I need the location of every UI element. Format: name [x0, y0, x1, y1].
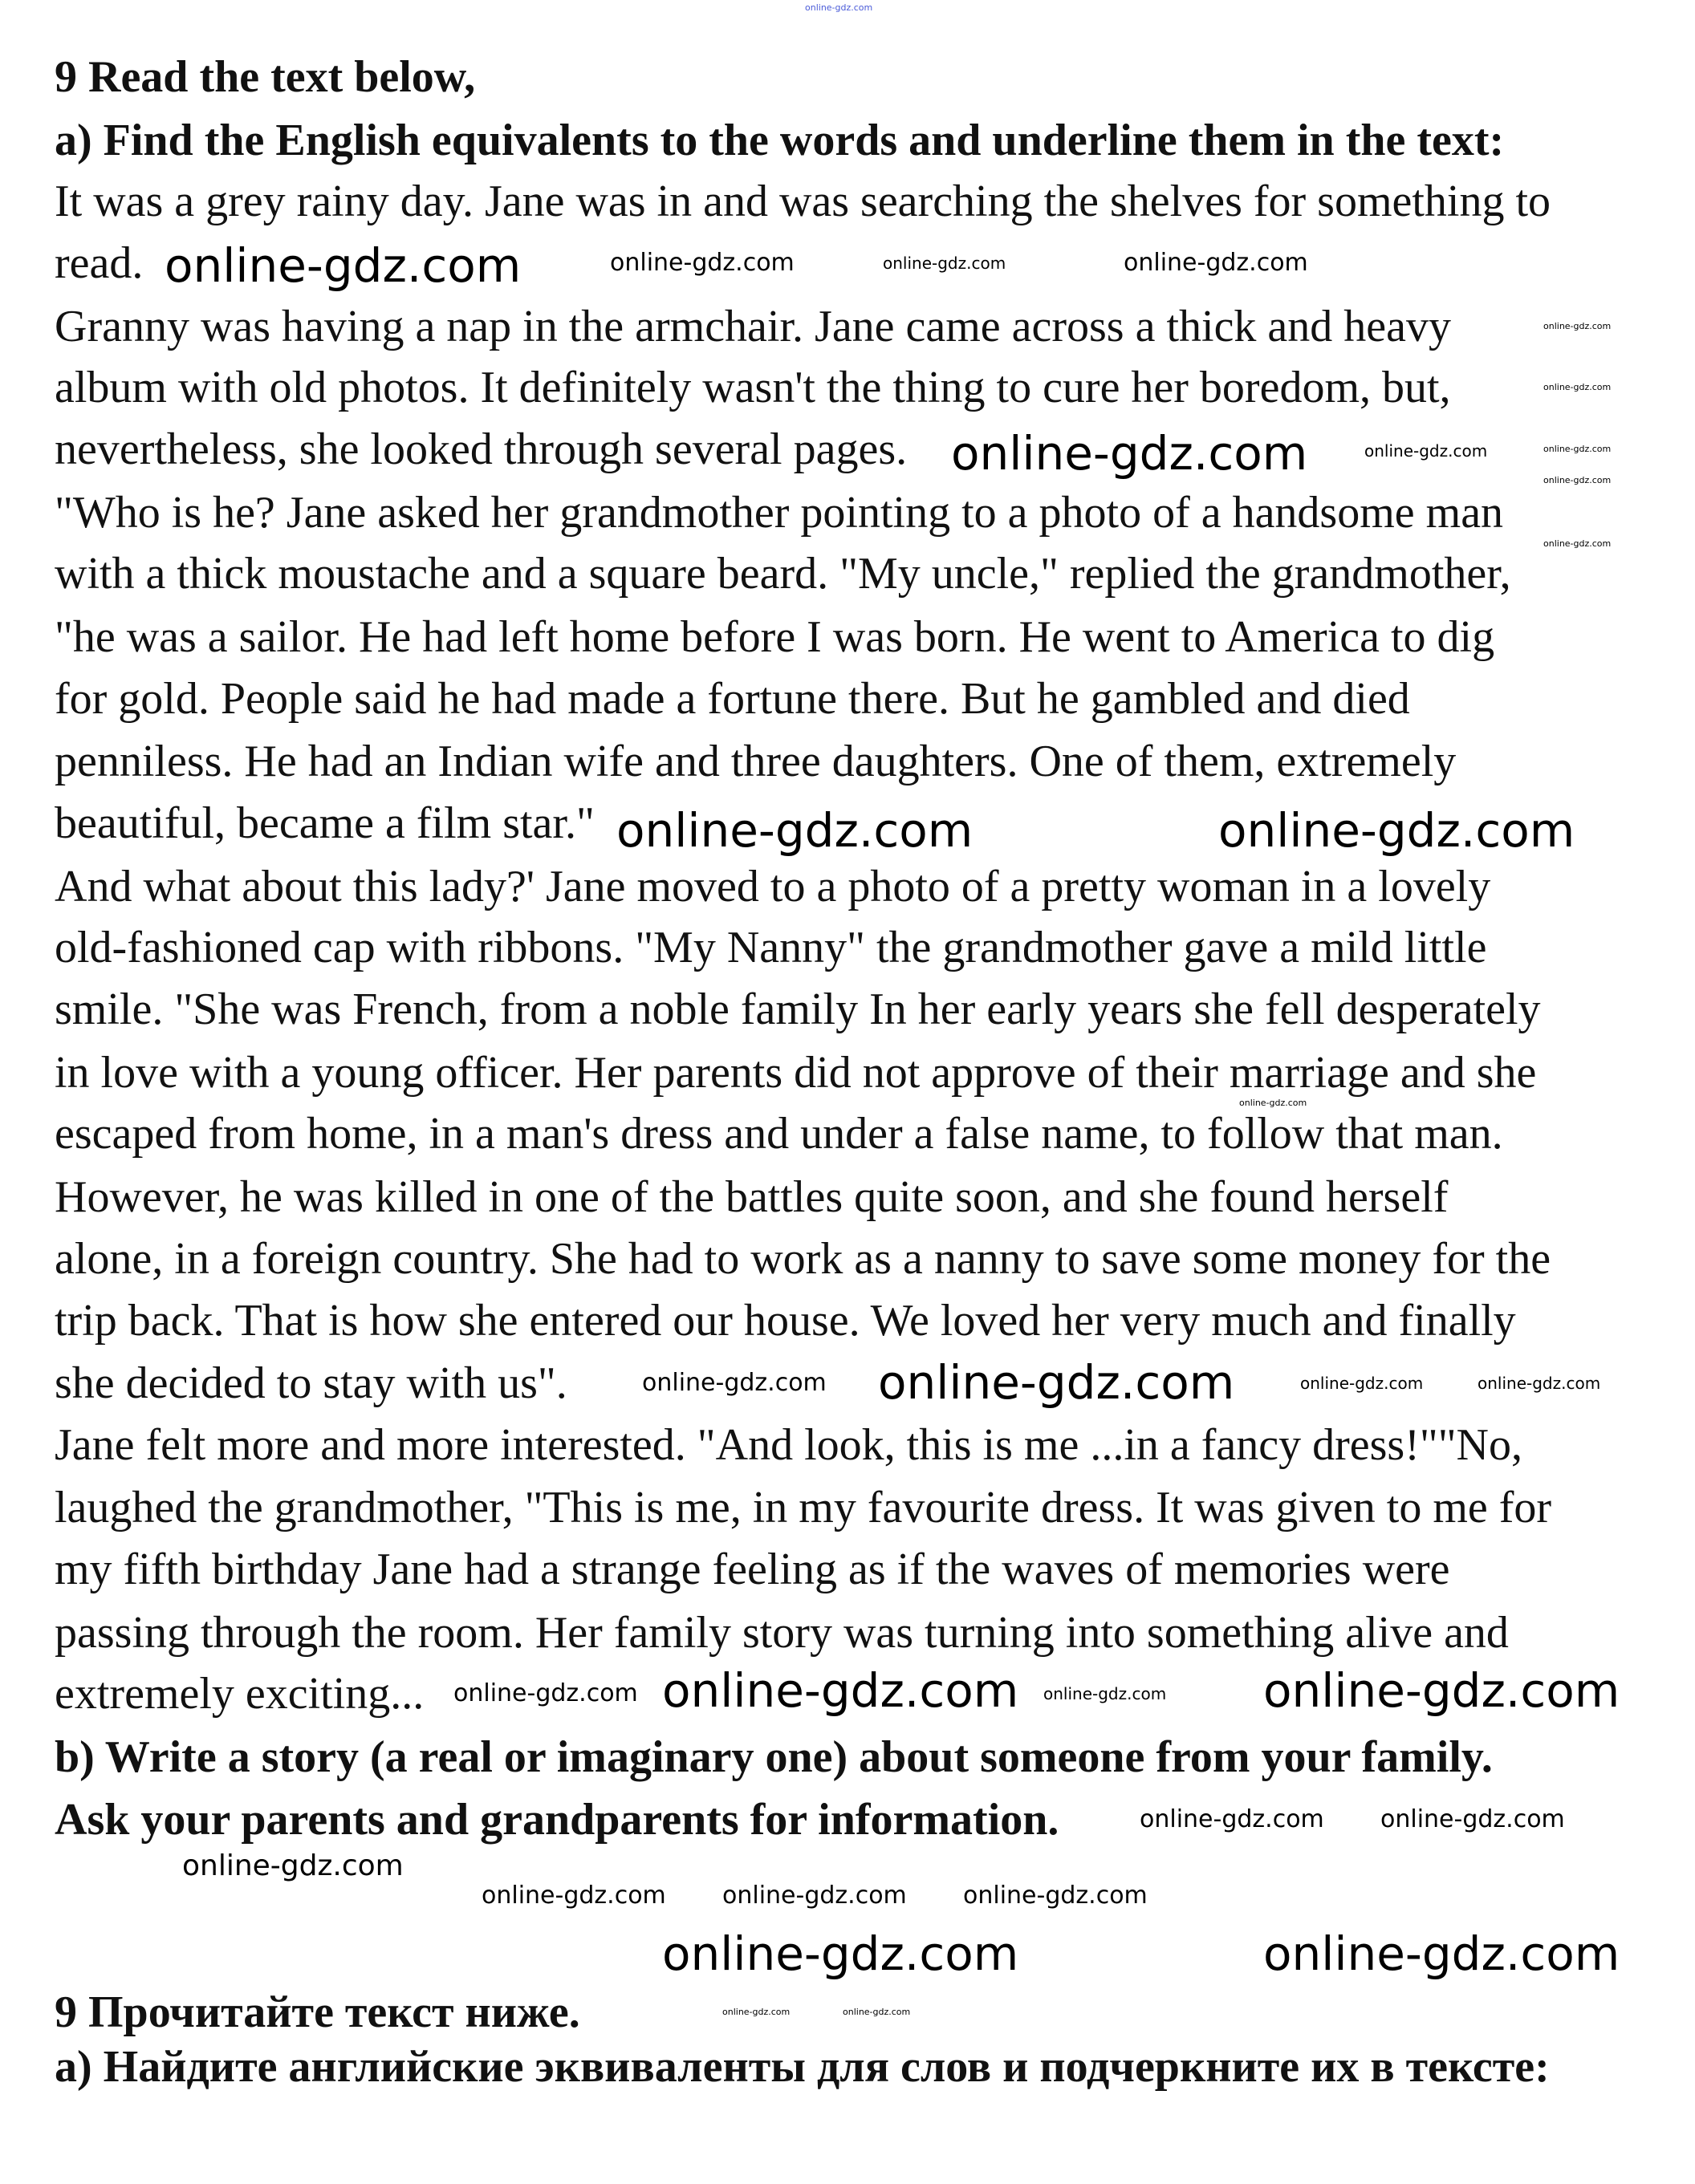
watermark: online-gdz.com	[1543, 321, 1612, 331]
watermark: online-gdz.com	[951, 426, 1308, 481]
task-b-heading: b) Write a story (a real or imaginary one) about someone from your family.	[55, 1732, 1493, 1782]
watermark: online-gdz.com	[1239, 1098, 1307, 1108]
watermark: online-gdz.com	[616, 803, 974, 858]
russian-task-a: а) Найдите английские эквиваленты для слов и подчеркните их в тексте:	[55, 2042, 1550, 2092]
task-a-heading: a) Find the English equivalents to the words and underline them in the text:	[55, 116, 1505, 165]
text-line: my fifth birthday Jane had a strange feeling as if the waves of memories were	[55, 1545, 1450, 1594]
watermark: online-gdz.com	[453, 1679, 638, 1707]
text-line: passing through the room. Her family story was turning into something alive and	[55, 1608, 1509, 1658]
text-line: escaped from home, in a man's dress and under a false name, to follow that man.	[55, 1109, 1503, 1159]
watermark: online-gdz.com	[1543, 382, 1612, 392]
watermark: online-gdz.com	[878, 1355, 1235, 1410]
watermark: online-gdz.com	[1478, 1374, 1601, 1393]
task-b-heading: Ask your parents and grandparents for information.	[55, 1795, 1059, 1845]
text-line: with a thick moustache and a square beard. "My uncle," replied the grandmother,	[55, 549, 1511, 599]
text-line: in love with a young officer. Her parents did not approve of their marriage and she	[55, 1048, 1537, 1098]
exercise-title: 9 Read the text below,	[55, 52, 476, 102]
text-line: alone, in a foreign country. She had to work as a nanny to save some money for the	[55, 1234, 1551, 1284]
watermark: online-gdz.com	[482, 1882, 666, 1910]
text-line: penniless. He had an Indian wife and three daughters. One of them, extremely	[55, 737, 1457, 786]
watermark: online-gdz.com	[610, 249, 795, 277]
watermark: online-gdz.com	[1543, 444, 1612, 454]
watermark: online-gdz.com	[662, 1663, 1019, 1718]
text-line: However, he was killed in one of the battles quite soon, and she found herself	[55, 1172, 1449, 1222]
text-line: she decided to stay with us".	[55, 1358, 567, 1408]
watermark: online-gdz.com	[805, 2, 873, 13]
text-line: And what about this lady?' Jane moved to a photo of a pretty woman in a lovely	[55, 862, 1491, 911]
text-line: smile. "She was French, from a noble family In her early years she fell desperately	[55, 984, 1541, 1034]
watermark: online-gdz.com	[883, 254, 1006, 273]
watermark: online-gdz.com	[1043, 1684, 1167, 1703]
text-line: Granny was having a nap in the armchair. Jane came across a thick and heavy	[55, 302, 1451, 351]
text-line: extremely exciting...	[55, 1669, 425, 1719]
text-line: nevertheless, she looked through several pages.	[55, 424, 908, 474]
watermark: online-gdz.com	[722, 2007, 791, 2017]
text-line: beautiful, became a film star."	[55, 798, 595, 848]
watermark: online-gdz.com	[1380, 1805, 1565, 1833]
watermark: online-gdz.com	[662, 1926, 1019, 1981]
russian-title: 9 Прочитайте текст ниже.	[55, 1987, 580, 2037]
text-line: read.	[55, 238, 144, 288]
watermark: online-gdz.com	[722, 1882, 907, 1910]
text-line: It was a grey rainy day. Jane was in and was searching the shelves for something to	[55, 177, 1551, 226]
watermark: online-gdz.com	[843, 2007, 911, 2017]
watermark: online-gdz.com	[963, 1882, 1148, 1910]
watermark: online-gdz.com	[1543, 538, 1612, 549]
text-line: album with old photos. It definitely wasn't the thing to cure her boredom, but,	[55, 363, 1451, 412]
text-line: old-fashioned cap with ribbons. "My Nanny" the grandmother gave a mild little	[55, 923, 1487, 972]
text-line: Jane felt more and more interested. "And look, this is me ...in a fancy dress!""No,	[55, 1420, 1522, 1470]
text-line: laughed the grandmother, "This is me, in my favourite dress. It was given to me for	[55, 1483, 1552, 1532]
watermark: online-gdz.com	[1124, 249, 1308, 277]
text-line: "he was a sailor. He had left home before I was born. He went to America to dig	[55, 612, 1495, 662]
text-line: "Who is he? Jane asked her grandmother pointing to a photo of a handsome man	[55, 488, 1504, 538]
watermark: online-gdz.com	[1263, 1926, 1620, 1981]
text-line: for gold. People said he had made a fortune there. But he gambled and died	[55, 674, 1410, 724]
watermark: online-gdz.com	[1263, 1663, 1620, 1718]
watermark: online-gdz.com	[165, 238, 522, 293]
watermark: online-gdz.com	[1543, 475, 1612, 485]
watermark: online-gdz.com	[1364, 441, 1488, 461]
watermark: online-gdz.com	[1140, 1805, 1324, 1833]
watermark: online-gdz.com	[642, 1369, 827, 1397]
watermark: online-gdz.com	[182, 1849, 404, 1882]
watermark: online-gdz.com	[1218, 803, 1575, 858]
watermark: online-gdz.com	[1300, 1374, 1424, 1393]
text-line: trip back. That is how she entered our house. We loved her very much and finally	[55, 1296, 1516, 1346]
